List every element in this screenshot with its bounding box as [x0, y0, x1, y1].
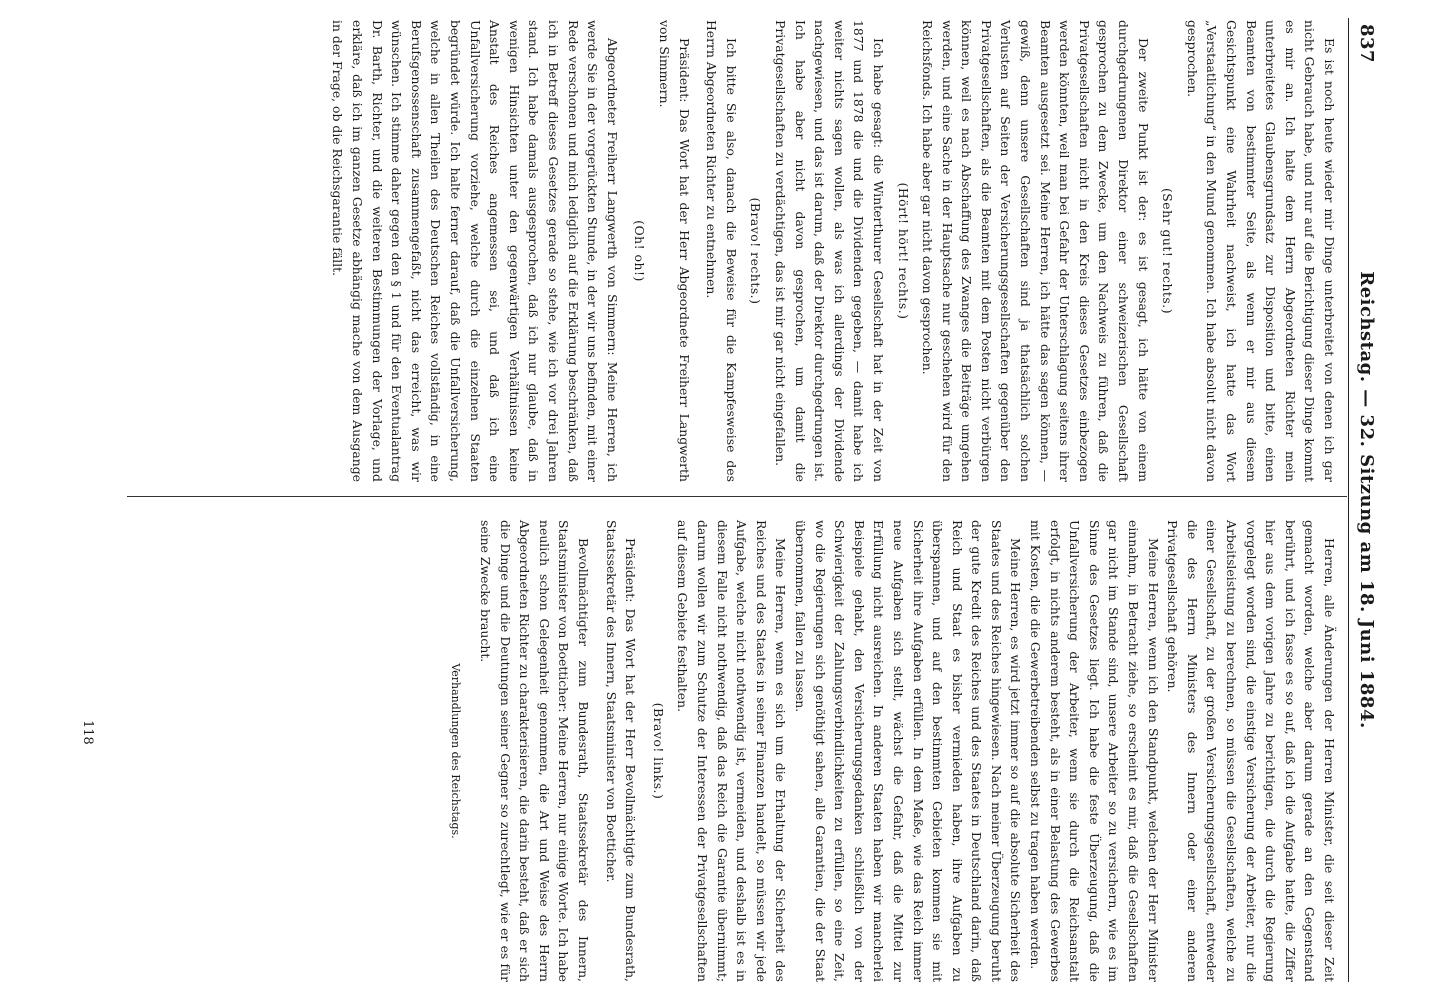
column-divider	[127, 496, 1347, 497]
page-title: Reichstag. — 32. Sitzung am 18. Juni 1884.	[1356, 271, 1377, 729]
paragraph: Meine Herren, wenn es sich um die Erhaltung der Sicherheit des Reiches und des Staates in seiner Finanzen handelt, so müssen wir jede Aufgabe, welche nicht nothwendig ist, vermeiden, und deshalb ist es in diesem Falle nicht nothwendig, daß das Reich die Garantie übernimmt; darum wollen wir zum Schutze der Interessen der Privatgesellschaften auf diesem Gebiete festhalten.	[675, 520, 789, 982]
paragraph: Meine Herren, wenn ich den Standpunkt, welchen der Herr Minister einnahm, in Betracht ziehe, so erscheint es mir, daß die Gesellschaften gar nicht im Stande sind, unsere Arbeiter so zu versichern, wie es im Sinne des Gesetzes liegt. Ich habe die feste Überzeugung, daß die Unfallversicherung der Arbeiter, wenn sie durch die Reichsanstalt erfolgt, in nichts anderem besteht, als in einer Belastung des Gewerbes mit Kosten, die die Gewerbetreibenden selbst zu tragen haben werden.	[1028, 520, 1161, 982]
stage-direction: (Sehr gut! rechts.)	[1160, 187, 1176, 315]
stage-direction: (Oh! oh!)	[632, 220, 648, 282]
stage-direction: (Bravo! links.)	[650, 702, 666, 800]
page-number: 837	[1356, 24, 1377, 64]
page-signature: 118	[80, 720, 95, 745]
right-column	[446, 520, 1339, 982]
stage-direction: (Hört! hört! rechts.)	[895, 182, 911, 320]
stage-direction: (Bravo! rechts.)	[748, 197, 764, 305]
paragraph: Der zweite Punkt ist der: es ist gesagt, ich hätte von einem durchgedrungenen Direktor einer schweizerischen Gesellschaft gesprochen zu dem Zwecke, um den Nachweis zu führen, daß die Privatgesellschaften nicht in den Kreis dieses Gesetzes einbezogen werden könnten, weil man bei Gefahr der Unterschlagung seitens ihrer Beamten ausgesetzt sei. Meine Herren, ich hätte das sagen können, — gewiß, denn unsere Gesellschaften sind ja thatsächlich solchen Verlusten auf Seiten der Versicherungsgesellschaften gegenüber den Privatgesellschaften, als die Beamten mit dem Posten nicht verbürgen können, weil es nach Abschaffung des Zwanges die Beiträge umgehen werden, und eine Sache in der Hauptsache nur geschehen wird für den Reichsfonds. Ich habe aber gar nicht davon gesprochen.	[920, 20, 1151, 482]
paragraph: Ich bitte Sie also, danach die Beweise für die Kampfesweise des Herrn Abgeordneten Richter zu entnehmen.	[704, 20, 739, 482]
speaker-paragraph: Abgeordneter Freiherr Langwerth von Simmern: Meine Herren, ich werde Sie in der vorgerückten Stunde, in der wir uns befinden, mit einer Rede verschonen und mich lediglich auf die Erklärung beschränken, daß ich in Betreff dieses Gesetzes gerade so stehe, wie ich vor drei Jahren stand. Ich habe damals ausgesprochen, daß ich nur glaube, daß in wenigen Hinsichten unter den gegenwärtigen Verhältnissen keine Anstalt des Reiches angemessen sei, und daß ich eine Unfallversicherung vorziehe, welche durch die einzelnen Staaten begründet würde. Ich halte ferner darauf, daß die Unfallversicherung, welche in allen Theilen des Deutschen Reiches vollständig, in eine Berufsgenossenschaft zusammengefaßt, nicht das erreicht, was wir wünschen. Ich stimme daher gegen den § 1 und für den Eventualantrag Dr. Barth, Richter, und die weiteren Bestimmungen der Vorlage, und erkläre, daß ich im ganzen Gesetze abhängig mache von dem Ausgange in der Frage, ob die Reichsgarantie fällt.	[330, 20, 620, 482]
speaker-paragraph: Präsident: Das Wort hat der Herr Abgeordnete Freiherr Langwerth von Simmern.	[657, 20, 692, 482]
speaker-paragraph: Präsident: Das Wort hat der Herr Bevollmächtigte zum Bundesrath, Staatssekretär des Innern, Staatsminister von Boetticher.	[603, 520, 639, 982]
page-header	[1348, 18, 1379, 982]
paragraph: Ich habe gesagt: die Winterthurer Gesellschaft hat in der Zeit von 1877 und 1878 die und die Dividenden gegeben, — damit habe ich weiter nichts sagen wollen, als was ich allerdings der Dividende nachgewiesen, und das ist darum, daß der Direktor durchgedrungen ist. Ich habe aber nicht davon gesprochen, um damit die Privatgesellschaften zu verdächtigen, das ist mir gar nicht eingefallen.	[772, 20, 886, 482]
footer-note: Verhandlungen des Reichstags.	[449, 663, 463, 839]
paragraph: Herren, alle Änderungen der Herren Minister, die seit dieser Zeit gemacht worden, welche aber darum gerade an den Gegenstand berührt, und ich fasse es so auf, daß ich die Aufgabe hatte, die Ziffer hier aus dem vorigen Jahre zu berichtigen, die durch die Regierung vorgelegt worden sind, die einstige Versicherung der Arbeiter, nur die Arbeitsleistung zu berechnen, so müssen die Gesellschaften, welche zu einer Gesellschaft, zu der großen Versicherungsgesellschaft, entweder die des Herrn Ministers des Innern oder einer anderen Privatgesellschaft gehören.	[1165, 520, 1337, 982]
paragraph: Es ist noch heute wieder mir Dinge unterbreitet von denen ich gar nicht Gebrauch habe, und nur auf die Berichtigung dieser Dinge kommt es mir an. Ich halte dem Herrn Abgeordneten Richter mein unterbreitetes Glaubensgrundsatz zur Disposition und bitte, einen Beamten von bestimmter Seite, als wenn er mir aus diesem Gesichtspunkt eine Wahrheit nachweist, ich hatte das Wort „Verstaatlichung“ in den Mund genommen. Ich habe absolut nicht davon gesprochen.	[1184, 20, 1337, 482]
left-column	[328, 20, 1339, 482]
paragraph: Meine Herren, es wird jetzt immer so auf die absolute Sicherheit des Staates und des Reiches hingewiesen. Nach meiner Überzeugung beruht der gute Kredit des Reiches und des Staates in Deutschland darin, daß Reich und Staat es bisher vermieden haben, ihre Aufgaben zu überspannen, und auf den bestimmten Gebieten kommen sie mit Sicherheit ihre Aufgaben erfüllen. In dem Maße, wie das Reich immer neue Aufgaben sich stellt, wächst die Gefahr, daß die Mittel zur Erfüllung nicht ausreichen. In anderen Staaten haben wir mancherlei Beispiele gehabt, den Versicherungsgedanken schließlich von der Schwierigkeit der Zahlungsverbindlichkeiten zu erfüllen, so eine Zeit, wo die Regierungen sich genöthigt sahen, alle Garantien, die der Staat übernommen, fallen zu lassen.	[792, 520, 1024, 982]
speaker-paragraph: Bevollmächtigter zum Bundesrath, Staatssekretär des Innern, Staatsminister von Boetticher: Meine Herren, nur einige Worte. Ich habe neulich schon Gelegenheit genommen, die Art und Weise des Herrn Abgeordneten Richter zu charakterisieren, die darin besteht, daß er sich die Dinge und die Deutungen seiner Gegner so zurechtlegt, wie er es für seine Zwecke braucht.	[478, 520, 592, 982]
